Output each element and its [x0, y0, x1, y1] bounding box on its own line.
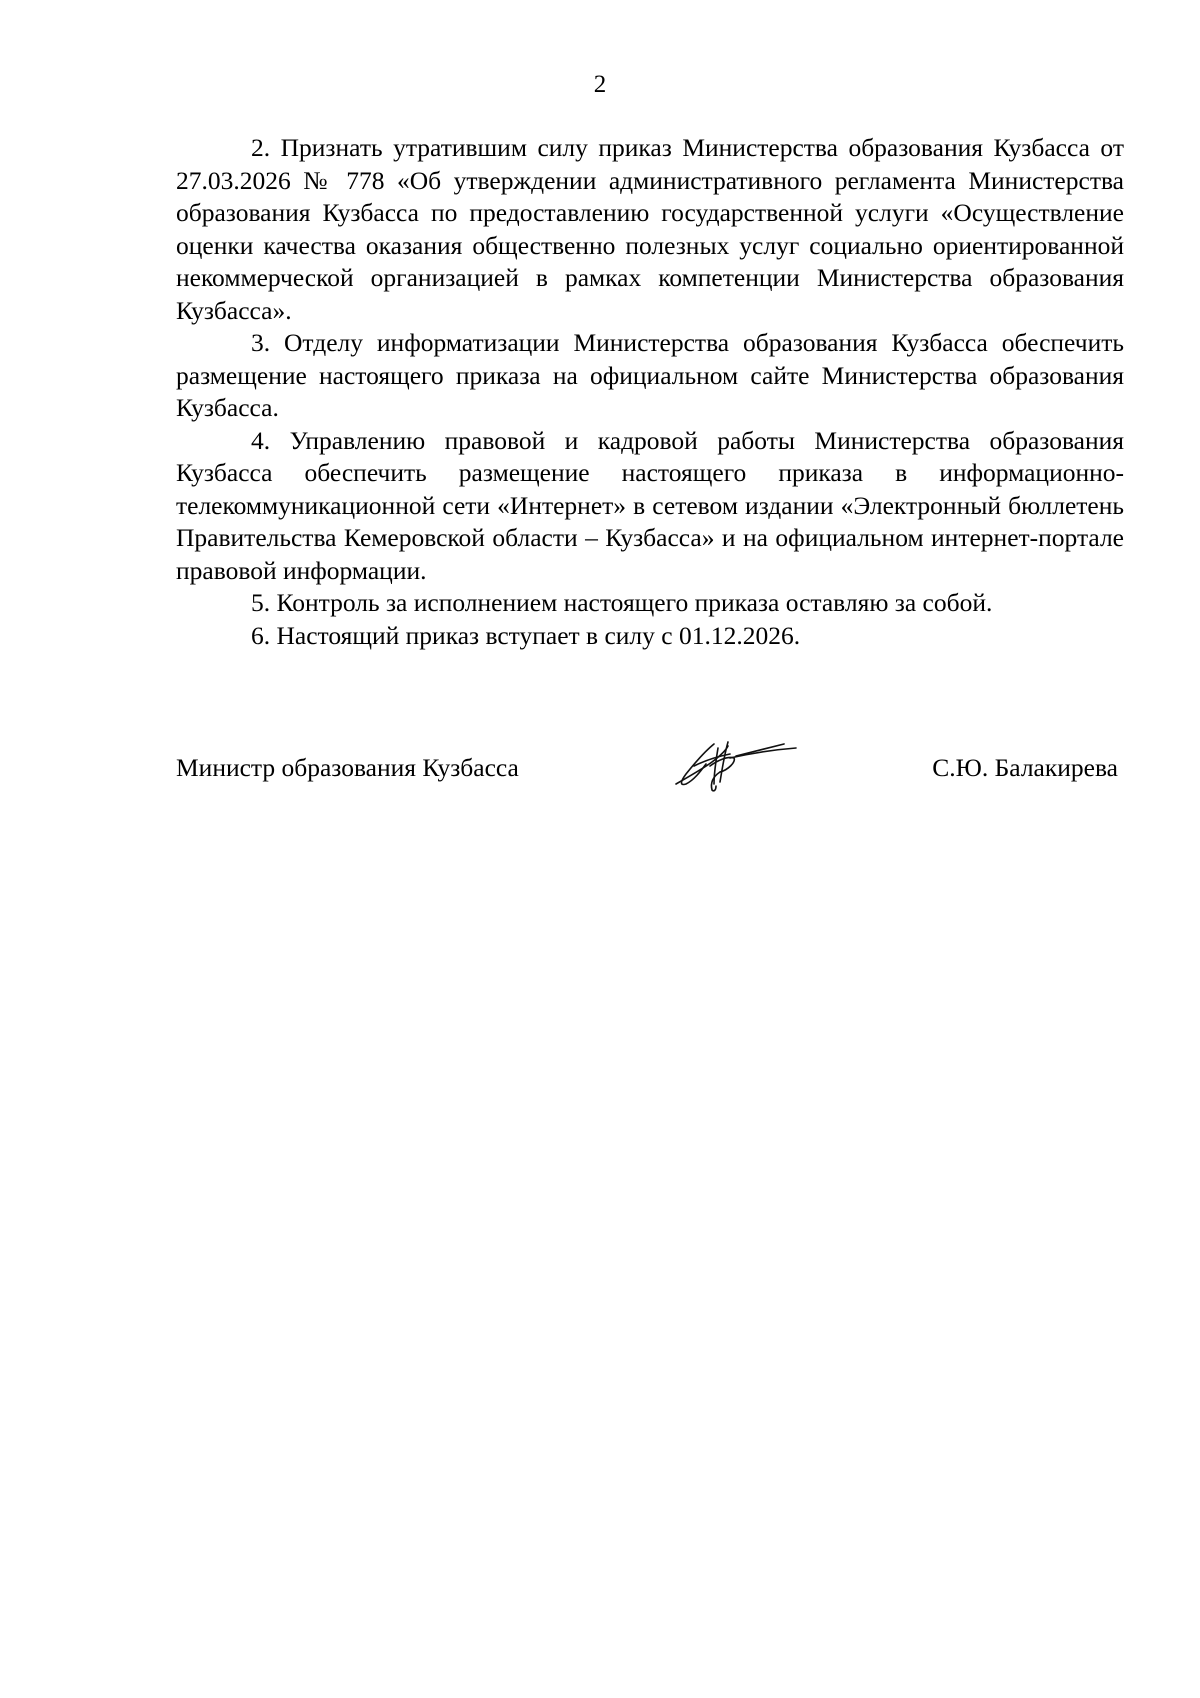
paragraph-5: 5. Контроль за исполнением настоящего приказа оставляю за собой. — [251, 588, 993, 617]
page-number: 2 — [593, 71, 607, 98]
document-body — [176, 132, 1124, 652]
signer-name: С.Ю. Балакирева — [932, 753, 1118, 782]
paragraph-6: 6. Настоящий приказ вступает в силу с 01.12.2026. — [251, 620, 801, 650]
paragraph-4: 4. Управлению правовой и кадровой работы Министерства образования Кузбасса обеспечить размещение настоящего приказа в информационно-телекоммуникационной сети «Интернет» в сетевом издании «Электронный бюллетень Правительства Кемеровской области – Кузбасса» и на официальном интернет-портале правовой информации. — [176, 425, 1124, 585]
signature-block — [176, 742, 1124, 812]
signer-title: Министр образования Кузбасса — [176, 753, 519, 782]
paragraph-2: 2. Признать утратившим силу приказ Министерства образования Кузбасса от 27.03.2026 № 778 «Об утверждении административного регламента Министерства образования Кузбасса по предоставлению государственной услуги «Осуществление оценки качества оказания общественно полезных услуг социально ориентированной некоммерческой организацией в рамках компетенции Министерства образования Кузбасса». — [176, 133, 1124, 325]
paragraph-3: 3. Отделу информатизации Министерства образования Кузбасса обеспечить размещение настоящего приказа на официальном сайте Министерства образования Кузбасса. — [176, 328, 1124, 422]
handwritten-signature-icon — [670, 736, 800, 798]
